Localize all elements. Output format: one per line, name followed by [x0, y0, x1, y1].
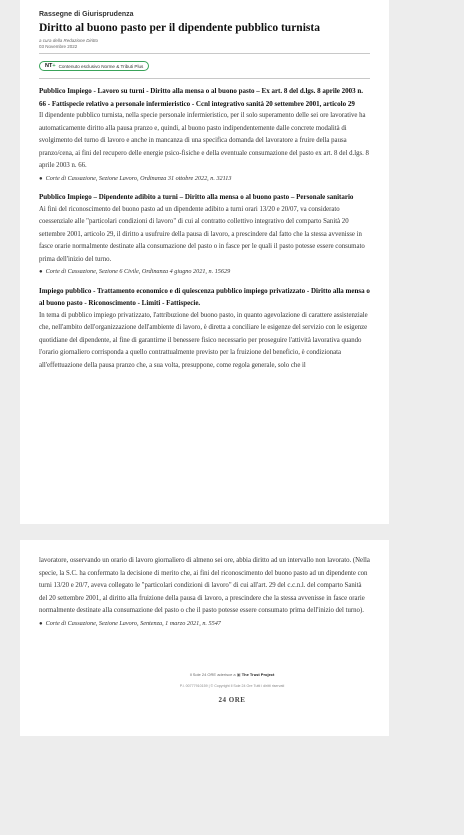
bullet-icon: ● — [39, 269, 43, 275]
bullet-icon: ● — [39, 620, 43, 627]
page-footer — [0, 672, 464, 704]
sole-24-ore-logo[interactable]: 24 ORE — [218, 696, 246, 704]
trust-project-line[interactable]: Il Sole 24 ORE aderisce a ▣ The Trust Project — [189, 672, 275, 677]
ruling-citation: ● Corte di Cassazione, Sezione Lavoro, Sentenza, 1 marzo 2021, n. 5547 — [39, 619, 221, 627]
divider — [39, 53, 370, 54]
article-date: 03 Novembre 2022 — [39, 44, 78, 49]
ruling-citation: ● Corte di Cassazione, Sezione Lavoro, Ordinanza 31 ottobre 2022, n. 32113 — [39, 174, 232, 182]
ruling-body: Ai fini del riconoscimento del buono pasto ad un dipendente adibito a turni orari 13/20 e 20/07, va considerato coessenziale alle "particolari condizioni di lavoro" di cui al contratto collettivo integrativo del comparto Sanità 20 settembre 2001, articolo 29, il diritto a usufruire della pausa di lavoro, a prescindere dal fatto che la stessa avvenisse in fasce orarie normalmente destinate alla consumazione del pasto o in fasce per le quali il pasto potesse essere consumato prima dell'inizio del turno. — [39, 205, 365, 263]
ruling-section — [39, 191, 370, 279]
ruling-section — [39, 285, 370, 373]
article-byline: a cura della Redazione Diritto — [39, 38, 99, 43]
article-card-top — [20, 0, 389, 524]
copyright-line: P.I. 00777910159 | © Copyright Il Sole 24 Ore Tutti i diritti riservati — [179, 684, 285, 688]
ruling-heading: Impiego pubblico - Trattamento economico e di quiescenza pubblico impiego privatizzato - Diritto alla mensa o al buono pasto - Riconoscimento - Limiti - Fattispecie. — [39, 286, 370, 307]
ruling-body: Il dipendente pubblico turnista, nella specie personale infermieristico, per il solo superamento delle sei ore lavorative ha automaticamente diritto alla pausa pranzo e, quindi, al buono pasto indipendentemente dalle concrete modalità di svolgimento del turno di lavoro e anche in mancanza di una specifica domanda del lavoratore a fruire della pausa pranzo/cena, ai fini del recupero delle energie psico-fisiche e della eventuale consumazione del pasto ex art. 8 del d.lgs. 8 aprile 2003 n. 66. — [39, 112, 369, 169]
trust-project-icon: ▣ — [236, 672, 241, 677]
nt-plus-logo: NT+ — [45, 63, 56, 69]
exclusive-badge[interactable] — [39, 61, 149, 71]
badge-label: Contenuto esclusivo Norme & Tributi Plus — [58, 63, 144, 69]
ruling-heading: Pubblico Impiego – Dipendente adibito a turni – Diritto alla mensa o al buono pasto – Personale sanitario — [39, 193, 354, 201]
bullet-icon: ● — [39, 175, 43, 182]
ruling-section — [39, 85, 370, 185]
article-title: Diritto al buono pasto per il dipendente pubblico turnista — [39, 22, 320, 34]
ruling-citation: ● Corte di Cassazione, Sezione 6 Civile, Ordinanza 4 giugno 2021, n. 15629 — [39, 268, 231, 275]
ruling-heading: Pubblico Impiego - Lavoro su turni - Diritto alla mensa o al buono pasto – Ex art. 8 del d.lgs. 8 aprile 2003 n. 66 - Fattispecie relativo a personale infermieristico - Ccnl integrativo sanità 20 settembre 2001, articolo 29 — [39, 87, 364, 108]
ruling-body: In tema di pubblico impiego privatizzato, l'attribuzione del buono pasto, in quanto agevolazione di carattere assistenziale che, nell'ambito dell'organizzazione dell'ambiente di lavoro, è diretta a conciliare le esigenze del servizio con le esigenze quotidiane del dipendente, al fine di garantirne il benessere fisico necessario per proseguire l'attività lavorativa quando l'orario giornaliero corrisponda a quello contrattualmente previsto per la fruizione del beneficio, è condizionata all'effettuazione della pausa pranzo che, a sua volta, presuppone, come regola generale, solo che il — [39, 311, 368, 369]
article-card-bottom — [20, 540, 389, 736]
divider — [39, 78, 370, 79]
ruling-body-continued: lavoratore, osservando un orario di lavoro giornaliero di almeno sei ore, abbia diritto ad un intervallo non lavorato. (Nella specie, la S.C. ha confermato la decisione di merito che, ai fini del riconoscimento del buono pasto ad un dipendente con turni 13/20 e 20/7, aveva collegato le "particolari condizioni di lavoro" di cui all'art. 29 del c.c.n.l. del comparto Sanità del 20 settembre 2001, al diritto alla fruizione della pausa di lavoro, a prescindere che la stessa avvenisse in fasce orarie normalmente destinate alla consumazione del pasto o che il pasto potesse essere consumato prima dell'inizio del turno). — [39, 557, 370, 614]
section-kicker[interactable]: Rassegne di Giurisprudenza — [39, 11, 134, 18]
